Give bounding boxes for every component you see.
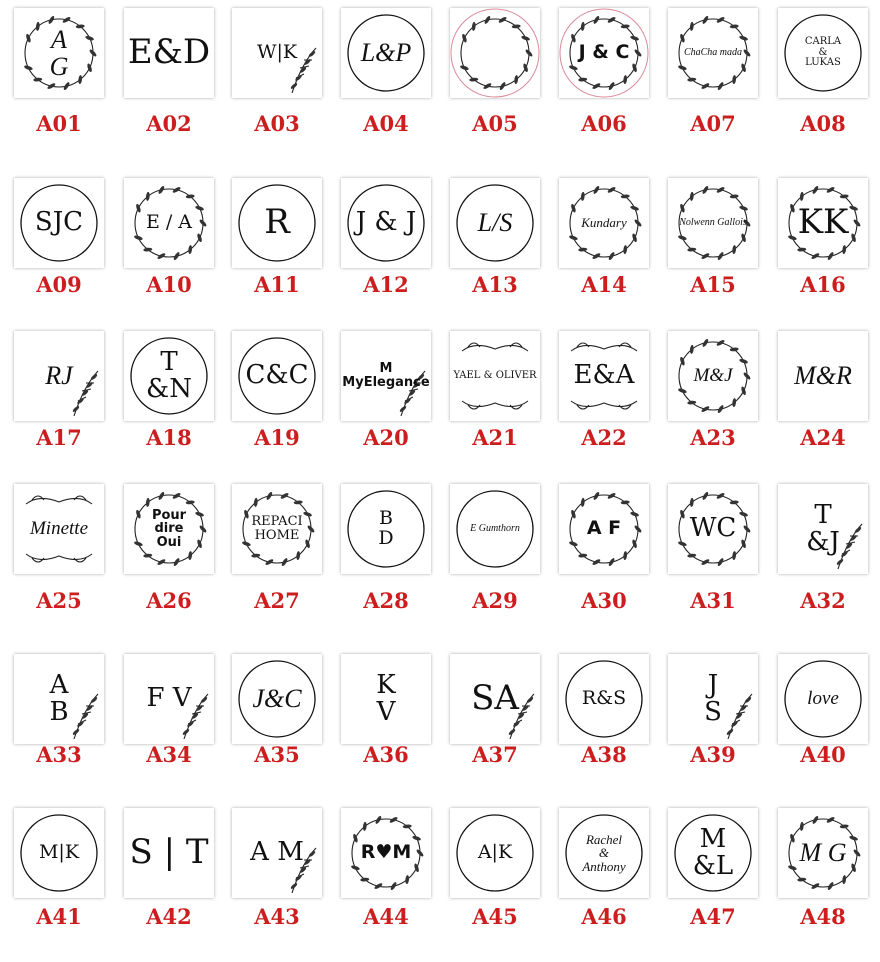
stamp-ornament <box>668 331 758 421</box>
stamp-thumbnail[interactable] <box>232 8 322 98</box>
stamp-monogram-text: T &J <box>806 499 840 557</box>
stamp-monogram-text: WC <box>689 513 737 544</box>
design-code-label: A48 <box>800 904 846 929</box>
stamp-monogram-text: SA <box>471 678 519 719</box>
stamp-ornament <box>668 484 758 574</box>
design-code-label: A07 <box>690 111 736 136</box>
stamp-thumbnail[interactable] <box>232 654 322 744</box>
stamp-ornament <box>14 178 104 268</box>
stamp-monogram-text: L/S <box>477 208 513 238</box>
stamp-thumbnail[interactable] <box>14 178 104 268</box>
stamp-ornament <box>341 8 431 98</box>
stamp-thumbnail[interactable] <box>559 808 649 898</box>
stamp-monogram-text: A F <box>586 517 622 540</box>
stamp-monogram-text: E&A <box>573 360 635 391</box>
stamp-monogram-text: Pour dire Oui <box>151 507 187 550</box>
design-code-label: A44 <box>363 904 409 929</box>
stamp-thumbnail[interactable] <box>341 331 431 421</box>
stamp-monogram-text: J&C <box>252 684 302 714</box>
design-code-label: A38 <box>581 742 627 767</box>
stamp-ornament <box>559 8 649 98</box>
stamp-thumbnail[interactable] <box>668 331 758 421</box>
stamp-monogram-text: E / A <box>145 211 193 234</box>
stamp-ornament <box>450 178 540 268</box>
stamp-thumbnail[interactable] <box>14 808 104 898</box>
design-code-label: A02 <box>146 111 192 136</box>
stamp-monogram-text: L&P <box>360 38 412 68</box>
stamp-monogram-text: CARLA & LUKAS <box>804 36 842 69</box>
stamp-thumbnail[interactable] <box>668 654 758 744</box>
stamp-thumbnail[interactable] <box>778 8 868 98</box>
stamp-ornament <box>778 808 868 898</box>
stamp-monogram-text: Rachel & Anthony <box>582 831 626 874</box>
stamp-thumbnail[interactable] <box>341 484 431 574</box>
design-code-label: A20 <box>363 425 409 450</box>
design-code-label: A19 <box>254 425 300 450</box>
stamp-thumbnail[interactable] <box>14 654 104 744</box>
stamp-thumbnail[interactable] <box>559 8 649 98</box>
design-code-label: A36 <box>363 742 409 767</box>
design-code-label: A21 <box>472 425 518 450</box>
stamp-ornament <box>232 484 322 574</box>
design-code-label: A28 <box>363 588 409 613</box>
stamp-thumbnail[interactable] <box>450 484 540 574</box>
stamp-ornament <box>559 484 649 574</box>
stamp-monogram-text: R&S <box>581 687 627 710</box>
design-code-label: A11 <box>254 272 300 297</box>
design-code-label: A16 <box>800 272 846 297</box>
stamp-thumbnail[interactable] <box>778 484 868 574</box>
design-code-label: A08 <box>800 111 846 136</box>
stamp-ornament <box>14 331 104 421</box>
stamp-monogram-text: F V <box>146 683 192 714</box>
stamp-thumbnail[interactable] <box>778 808 868 898</box>
design-code-label: A22 <box>581 425 627 450</box>
design-code-label: A01 <box>36 111 82 136</box>
stamp-ornament <box>232 178 322 268</box>
stamp-ornament <box>14 8 104 98</box>
stamp-thumbnail[interactable] <box>124 178 214 268</box>
stamp-monogram-text: YAEL & OLIVER <box>453 369 537 381</box>
stamp-monogram-text: B D <box>378 507 394 549</box>
stamp-ornament <box>124 654 214 744</box>
stamp-monogram-text: R♥M <box>360 841 412 864</box>
stamp-thumbnail[interactable] <box>341 8 431 98</box>
design-code-label: A12 <box>363 272 409 297</box>
stamp-thumbnail[interactable] <box>14 331 104 421</box>
design-code-label: A03 <box>254 111 300 136</box>
stamp-ornament <box>559 178 649 268</box>
design-code-label: A06 <box>581 111 627 136</box>
design-code-label: A14 <box>581 272 627 297</box>
stamp-ornament <box>232 331 322 421</box>
design-code-label: A35 <box>254 742 300 767</box>
stamp-ornament <box>14 654 104 744</box>
design-code-label: A45 <box>472 904 518 929</box>
stamp-thumbnail[interactable] <box>668 484 758 574</box>
stamp-thumbnail[interactable] <box>124 808 214 898</box>
stamp-monogram-text: A G <box>49 24 69 81</box>
stamp-ornament <box>559 808 649 898</box>
design-code-label: A40 <box>800 742 846 767</box>
stamp-ornament <box>124 331 214 421</box>
stamp-ornament <box>450 331 540 421</box>
stamp-monogram-text: R <box>264 202 290 243</box>
stamp-thumbnail[interactable] <box>450 8 540 98</box>
stamp-monogram-text: M&R <box>794 361 852 391</box>
stamp-monogram-text: SJC <box>34 207 84 238</box>
stamp-monogram-text: W|K <box>256 41 298 64</box>
stamp-ornament <box>124 484 214 574</box>
design-code-label: A23 <box>690 425 736 450</box>
stamp-monogram-text: K V <box>376 669 396 727</box>
stamp-ornament <box>124 178 214 268</box>
stamp-ornament <box>232 8 322 98</box>
stamp-monogram-text: M MyElegance <box>342 361 430 390</box>
stamp-thumbnail[interactable] <box>668 808 758 898</box>
design-code-label: A15 <box>690 272 736 297</box>
design-code-label: A04 <box>363 111 409 136</box>
stamp-thumbnail[interactable] <box>559 331 649 421</box>
design-code-label: A39 <box>690 742 736 767</box>
design-code-label: A46 <box>581 904 627 929</box>
design-code-label: A47 <box>690 904 736 929</box>
stamp-thumbnail[interactable] <box>450 654 540 744</box>
stamp-ornament <box>450 808 540 898</box>
stamp-ornament <box>450 8 540 98</box>
design-code-label: A29 <box>472 588 518 613</box>
stamp-thumbnail[interactable] <box>232 484 322 574</box>
stamp-ornament <box>341 178 431 268</box>
stamp-monogram-text: A|K <box>477 841 513 864</box>
stamp-thumbnail[interactable] <box>341 178 431 268</box>
stamp-thumbnail[interactable] <box>450 808 540 898</box>
stamp-ornament <box>778 178 868 268</box>
stamp-thumbnail[interactable] <box>341 654 431 744</box>
stamp-monogram-text: M|K <box>38 841 80 864</box>
stamp-monogram-text: M&J <box>693 365 733 387</box>
stamp-ornament <box>341 484 431 574</box>
stamp-monogram-text: C&C <box>245 360 309 391</box>
stamp-ornament <box>559 331 649 421</box>
stamp-thumbnail[interactable] <box>14 484 104 574</box>
stamp-ornament <box>668 178 758 268</box>
stamp-monogram-text: J S <box>704 669 722 727</box>
stamp-thumbnail[interactable] <box>450 331 540 421</box>
stamp-thumbnail[interactable] <box>559 654 649 744</box>
stamp-ornament <box>668 8 758 98</box>
stamp-thumbnail[interactable] <box>232 808 322 898</box>
stamp-thumbnail[interactable] <box>778 331 868 421</box>
stamp-thumbnail[interactable] <box>232 331 322 421</box>
design-code-label: A42 <box>146 904 192 929</box>
stamp-thumbnail[interactable] <box>668 8 758 98</box>
stamp-ornament <box>14 484 104 574</box>
stamp-thumbnail[interactable] <box>124 654 214 744</box>
stamp-monogram-text: Kundary <box>581 215 627 231</box>
design-code-label: A09 <box>36 272 82 297</box>
stamp-thumbnail[interactable] <box>14 8 104 98</box>
stamp-monogram-text: Nolwenn Gallois <box>679 216 747 228</box>
stamp-ornament <box>341 808 431 898</box>
stamp-thumbnail[interactable] <box>559 178 649 268</box>
stamp-monogram-text: KK <box>797 202 849 243</box>
design-code-label: A18 <box>146 425 192 450</box>
design-code-label: A41 <box>36 904 82 929</box>
stamp-ornament <box>559 654 649 744</box>
stamp-ornament <box>668 808 758 898</box>
design-code-label: A05 <box>472 111 518 136</box>
stamp-ornament <box>778 484 868 574</box>
stamp-thumbnail[interactable] <box>450 178 540 268</box>
design-code-label: A43 <box>254 904 300 929</box>
design-code-label: A24 <box>800 425 846 450</box>
stamp-monogram-text: M G <box>799 838 847 868</box>
stamp-ornament <box>14 808 104 898</box>
stamp-thumbnail[interactable] <box>124 484 214 574</box>
design-code-label: A25 <box>36 588 82 613</box>
design-code-label: A17 <box>36 425 82 450</box>
stamp-thumbnail[interactable] <box>778 654 868 744</box>
stamp-monogram-text: Minette <box>29 518 89 540</box>
stamp-monogram-text: J & C <box>578 41 630 64</box>
stamp-monogram-text: love <box>807 688 839 710</box>
stamp-thumbnail[interactable] <box>559 484 649 574</box>
stamp-monogram-text: A M <box>250 837 304 868</box>
stamp-thumbnail[interactable] <box>778 178 868 268</box>
stamp-monogram-text: A B <box>49 669 69 727</box>
stamp-monogram-text: RJ <box>45 361 73 391</box>
stamp-monogram-text: T &N <box>146 346 192 404</box>
stamp-monogram-text: M &L <box>692 823 734 881</box>
design-code-label: A26 <box>146 588 192 613</box>
stamp-ornament <box>778 654 868 744</box>
design-code-label: A30 <box>581 588 627 613</box>
stamp-monogram-text: ChaCha mada <box>683 46 743 58</box>
stamp-monogram-text: J & J <box>355 207 417 238</box>
design-code-label: A27 <box>254 588 300 613</box>
stamp-thumbnail[interactable] <box>341 808 431 898</box>
design-code-label: A31 <box>690 588 736 613</box>
stamp-ornament <box>450 484 540 574</box>
stamp-ornament <box>778 8 868 98</box>
design-code-label: A32 <box>800 588 846 613</box>
stamp-ornament <box>668 654 758 744</box>
stamp-monogram-text: REPACI HOME <box>251 514 303 543</box>
stamp-monogram-text: E Gumthorn <box>470 522 520 534</box>
design-code-label: A13 <box>472 272 518 297</box>
stamp-ornament <box>232 654 322 744</box>
stamp-thumbnail[interactable] <box>124 331 214 421</box>
stamp-monogram-text: E&D <box>127 32 211 73</box>
stamp-thumbnail[interactable] <box>124 8 214 98</box>
design-code-label: A37 <box>472 742 518 767</box>
design-code-label: A34 <box>146 742 192 767</box>
stamp-thumbnail[interactable] <box>668 178 758 268</box>
design-code-label: A33 <box>36 742 82 767</box>
stamp-thumbnail[interactable] <box>232 178 322 268</box>
stamp-monogram-text: S | T <box>129 832 209 873</box>
stamp-ornament <box>341 331 431 421</box>
stamp-ornament <box>450 654 540 744</box>
stamp-ornament <box>232 808 322 898</box>
design-code-label: A10 <box>146 272 192 297</box>
